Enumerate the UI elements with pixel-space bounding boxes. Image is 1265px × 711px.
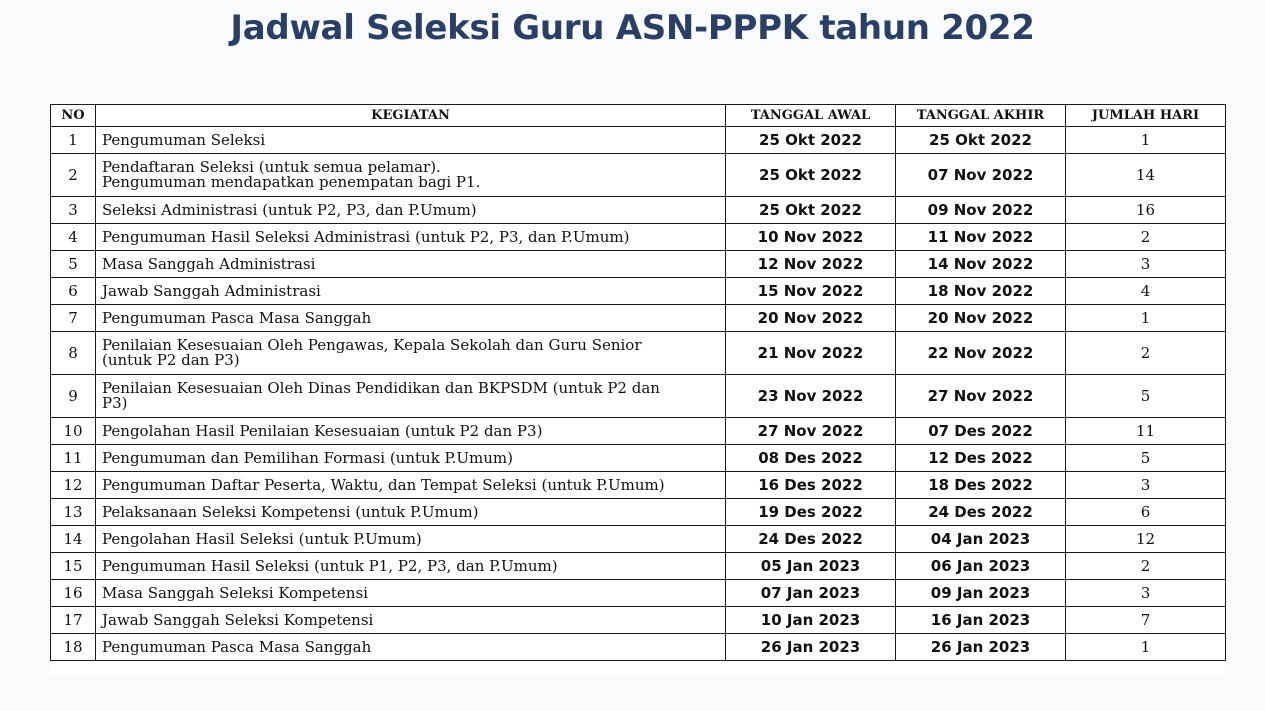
row-no: 14 [51, 526, 96, 553]
row-kegiatan [96, 580, 726, 607]
table-row [51, 607, 1226, 634]
schedule-table [50, 104, 1226, 661]
row-kegiatan [96, 375, 726, 418]
kegiatan-line: Pengumuman Seleksi [102, 130, 266, 149]
row-no: 15 [51, 553, 96, 580]
row-tanggal-awal: 20 Nov 2022 [726, 305, 896, 332]
header-tanggal-akhir: TANGGAL AKHIR [896, 105, 1066, 127]
row-kegiatan [96, 197, 726, 224]
row-no: 5 [51, 251, 96, 278]
row-no: 7 [51, 305, 96, 332]
row-kegiatan [96, 154, 726, 197]
row-kegiatan [96, 553, 726, 580]
kegiatan-line: Seleksi Administrasi (untuk P2, P3, dan P.Umum) [102, 200, 477, 219]
kegiatan-line: Pengumuman dan Pemilihan Formasi (untuk P.Umum) [102, 448, 513, 467]
row-jumlah-hari: 2 [1066, 553, 1226, 580]
table-row [51, 305, 1226, 332]
row-tanggal-akhir: 07 Nov 2022 [896, 154, 1066, 197]
table-row [51, 526, 1226, 553]
row-tanggal-akhir: 12 Des 2022 [896, 445, 1066, 472]
row-kegiatan [96, 127, 726, 154]
header-tanggal-awal: TANGGAL AWAL [726, 105, 896, 127]
row-jumlah-hari: 1 [1066, 634, 1226, 661]
row-kegiatan [96, 445, 726, 472]
row-no: 12 [51, 472, 96, 499]
row-jumlah-hari: 3 [1066, 472, 1226, 499]
row-jumlah-hari: 12 [1066, 526, 1226, 553]
row-tanggal-awal: 23 Nov 2022 [726, 375, 896, 418]
row-no: 2 [51, 154, 96, 197]
kegiatan-line: Pengumuman Pasca Masa Sanggah [102, 637, 372, 656]
kegiatan-line: Masa Sanggah Seleksi Kompetensi [102, 583, 368, 602]
row-jumlah-hari: 3 [1066, 251, 1226, 278]
row-jumlah-hari: 5 [1066, 445, 1226, 472]
table-row [51, 224, 1226, 251]
row-jumlah-hari: 6 [1066, 499, 1226, 526]
kegiatan-line: Pengumuman Pasca Masa Sanggah [102, 308, 372, 327]
row-no: 18 [51, 634, 96, 661]
row-no: 3 [51, 197, 96, 224]
row-no: 9 [51, 375, 96, 418]
header-no: NO [51, 105, 96, 127]
schedule-sheet [50, 104, 1225, 675]
row-no: 10 [51, 418, 96, 445]
row-kegiatan [96, 472, 726, 499]
row-tanggal-awal: 25 Okt 2022 [726, 197, 896, 224]
row-tanggal-akhir: 18 Nov 2022 [896, 278, 1066, 305]
row-tanggal-awal: 15 Nov 2022 [726, 278, 896, 305]
kegiatan-line: Penilaian Kesesuaian Oleh Pengawas, Kepala Sekolah dan Guru Senior [102, 336, 642, 354]
row-tanggal-awal: 24 Des 2022 [726, 526, 896, 553]
kegiatan-line: Pengumuman Daftar Peserta, Waktu, dan Tempat Seleksi (untuk P.Umum) [102, 475, 665, 494]
row-tanggal-awal: 25 Okt 2022 [726, 154, 896, 197]
row-kegiatan [96, 278, 726, 305]
row-no: 6 [51, 278, 96, 305]
row-tanggal-akhir: 18 Des 2022 [896, 472, 1066, 499]
row-kegiatan [96, 418, 726, 445]
kegiatan-line: Pengolahan Hasil Seleksi (untuk P.Umum) [102, 529, 422, 548]
table-row [51, 553, 1226, 580]
row-kegiatan [96, 499, 726, 526]
table-row [51, 127, 1226, 154]
table-row [51, 418, 1226, 445]
row-tanggal-akhir: 16 Jan 2023 [896, 607, 1066, 634]
kegiatan-line: Pendaftaran Seleksi (untuk semua pelamar). [102, 158, 441, 176]
kegiatan-line: Pengolahan Hasil Penilaian Kesesuaian (untuk P2 dan P3) [102, 421, 543, 440]
row-jumlah-hari: 11 [1066, 418, 1226, 445]
row-tanggal-awal: 10 Nov 2022 [726, 224, 896, 251]
table-row [51, 197, 1226, 224]
kegiatan-line: Masa Sanggah Administrasi [102, 254, 316, 273]
row-kegiatan [96, 634, 726, 661]
row-tanggal-awal: 25 Okt 2022 [726, 127, 896, 154]
row-kegiatan [96, 305, 726, 332]
header-row [51, 105, 1226, 127]
table-row [51, 634, 1226, 661]
row-jumlah-hari: 1 [1066, 127, 1226, 154]
row-tanggal-akhir: 09 Jan 2023 [896, 580, 1066, 607]
row-jumlah-hari: 14 [1066, 154, 1226, 197]
table-row [51, 375, 1226, 418]
kegiatan-line: P3) [102, 394, 128, 412]
row-tanggal-awal: 05 Jan 2023 [726, 553, 896, 580]
row-tanggal-awal: 08 Des 2022 [726, 445, 896, 472]
row-no: 1 [51, 127, 96, 154]
kegiatan-line: Jawab Sanggah Seleksi Kompetensi [102, 610, 374, 629]
row-tanggal-akhir: 04 Jan 2023 [896, 526, 1066, 553]
header-kegiatan: KEGIATAN [96, 105, 726, 127]
table-row [51, 332, 1226, 375]
row-tanggal-akhir: 26 Jan 2023 [896, 634, 1066, 661]
row-jumlah-hari: 1 [1066, 305, 1226, 332]
table-row [51, 154, 1226, 197]
row-no: 13 [51, 499, 96, 526]
row-kegiatan [96, 607, 726, 634]
kegiatan-line: Jawab Sanggah Administrasi [102, 281, 321, 300]
row-tanggal-awal: 19 Des 2022 [726, 499, 896, 526]
kegiatan-line: Penilaian Kesesuaian Oleh Dinas Pendidikan dan BKPSDM (untuk P2 dan [102, 379, 660, 397]
row-tanggal-akhir: 06 Jan 2023 [896, 553, 1066, 580]
table-row [51, 445, 1226, 472]
row-kegiatan [96, 251, 726, 278]
row-jumlah-hari: 3 [1066, 580, 1226, 607]
row-jumlah-hari: 2 [1066, 332, 1226, 375]
row-tanggal-awal: 07 Jan 2023 [726, 580, 896, 607]
row-no: 11 [51, 445, 96, 472]
row-jumlah-hari: 7 [1066, 607, 1226, 634]
table-row [51, 499, 1226, 526]
row-tanggal-awal: 27 Nov 2022 [726, 418, 896, 445]
row-no: 17 [51, 607, 96, 634]
table-row [51, 580, 1226, 607]
row-no: 8 [51, 332, 96, 375]
row-tanggal-akhir: 07 Des 2022 [896, 418, 1066, 445]
kegiatan-line: Pelaksanaan Seleksi Kompetensi (untuk P.Umum) [102, 502, 479, 521]
row-tanggal-awal: 10 Jan 2023 [726, 607, 896, 634]
table-row [51, 472, 1226, 499]
row-tanggal-akhir: 09 Nov 2022 [896, 197, 1066, 224]
row-tanggal-awal: 26 Jan 2023 [726, 634, 896, 661]
row-tanggal-akhir: 14 Nov 2022 [896, 251, 1066, 278]
row-tanggal-awal: 21 Nov 2022 [726, 332, 896, 375]
header-jumlah-hari: JUMLAH HARI [1066, 105, 1226, 127]
table-row [51, 251, 1226, 278]
row-tanggal-akhir: 27 Nov 2022 [896, 375, 1066, 418]
row-tanggal-akhir: 25 Okt 2022 [896, 127, 1066, 154]
row-tanggal-awal: 12 Nov 2022 [726, 251, 896, 278]
row-jumlah-hari: 2 [1066, 224, 1226, 251]
row-kegiatan [96, 526, 726, 553]
row-tanggal-akhir: 22 Nov 2022 [896, 332, 1066, 375]
row-jumlah-hari: 5 [1066, 375, 1226, 418]
kegiatan-line: Pengumuman Hasil Seleksi (untuk P1, P2, P3, dan P.Umum) [102, 556, 558, 575]
schedule-body [51, 127, 1226, 661]
row-no: 16 [51, 580, 96, 607]
table-row [51, 278, 1226, 305]
row-no: 4 [51, 224, 96, 251]
kegiatan-line: Pengumuman mendapatkan penempatan bagi P1. [102, 173, 481, 191]
row-tanggal-akhir: 11 Nov 2022 [896, 224, 1066, 251]
row-tanggal-akhir: 24 Des 2022 [896, 499, 1066, 526]
row-jumlah-hari: 4 [1066, 278, 1226, 305]
row-jumlah-hari: 16 [1066, 197, 1226, 224]
page-title: Jadwal Seleksi Guru ASN-PPPK tahun 2022 [230, 8, 1035, 48]
kegiatan-line: Pengumuman Hasil Seleksi Administrasi (untuk P2, P3, dan P.Umum) [102, 227, 630, 246]
row-kegiatan [96, 224, 726, 251]
row-tanggal-akhir: 20 Nov 2022 [896, 305, 1066, 332]
row-tanggal-awal: 16 Des 2022 [726, 472, 896, 499]
row-kegiatan [96, 332, 726, 375]
kegiatan-line: (untuk P2 dan P3) [102, 351, 240, 369]
